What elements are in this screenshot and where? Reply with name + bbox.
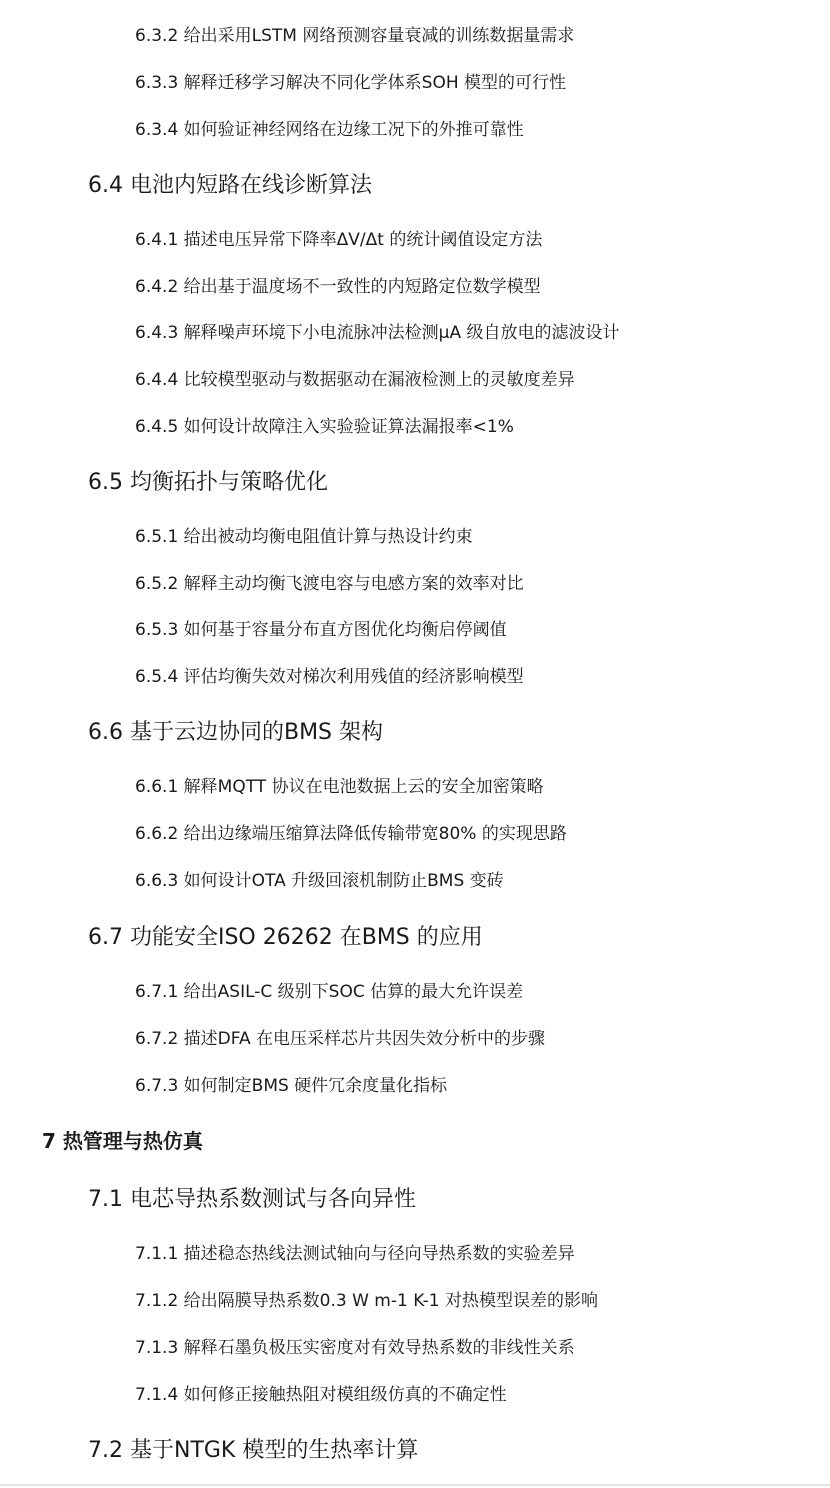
- toc-entry-6-5-4: 6.5.4 评估均衡失效对梯次利用残值的经济影响模型: [135, 667, 524, 687]
- toc-entry-6-4-5: 6.4.5 如何设计故障注入实验验证算法漏报率<1%: [135, 417, 514, 437]
- toc-entry-6-3-4: 6.3.4 如何验证神经网络在边缘工况下的外推可靠性: [135, 120, 524, 140]
- toc-entry-7-1-2: 7.1.2 给出隔膜导热系数0.3 W m-1 K-1 对热模型误差的影响: [135, 1291, 598, 1311]
- toc-entry-7-1-3: 7.1.3 解释石墨负极压实密度对有效导热系数的非线性关系: [135, 1338, 575, 1358]
- toc-entry-6-4-3: 6.4.3 解释噪声环境下小电流脉冲法检测μA 级自放电的滤波设计: [135, 323, 620, 343]
- toc-entry-6-6-3: 6.6.3 如何设计OTA 升级回滚机制防止BMS 变砖: [135, 871, 504, 891]
- toc-entry-6-3-3: 6.3.3 解释迁移学习解决不同化学体系SOH 模型的可行性: [135, 73, 567, 93]
- chapter-heading-7: 7 热管理与热仿真: [42, 1129, 203, 1153]
- toc-entry-6-5-3: 6.5.3 如何基于容量分布直方图优化均衡启停阈值: [135, 620, 507, 640]
- toc-entry-6-7-1: 6.7.1 给出ASIL-C 级别下SOC 估算的最大允许误差: [135, 982, 524, 1002]
- toc-entry-6-5-1: 6.5.1 给出被动均衡电阻值计算与热设计约束: [135, 527, 473, 547]
- toc-entry-6-4-4: 6.4.4 比较模型驱动与数据驱动在漏液检测上的灵敏度差异: [135, 370, 575, 390]
- section-heading-6-6: 6.6 基于云边协同的BMS 架构: [88, 720, 384, 745]
- section-heading-6-4: 6.4 电池内短路在线诊断算法: [88, 173, 372, 198]
- section-heading-7-2: 7.2 基于NTGK 模型的生热率计算: [88, 1438, 419, 1463]
- toc-entry-6-3-2: 6.3.2 给出采用LSTM 网络预测容量衰减的训练数据量需求: [135, 26, 575, 46]
- section-heading-6-5: 6.5 均衡拓扑与策略优化: [88, 470, 328, 495]
- toc-entry-6-4-1: 6.4.1 描述电压异常下降率ΔV/Δt 的统计阈值设定方法: [135, 230, 543, 250]
- toc-entry-6-6-2: 6.6.2 给出边缘端压缩算法降低传输带宽80% 的实现思路: [135, 824, 567, 844]
- toc-entry-6-6-1: 6.6.1 解释MQTT 协议在电池数据上云的安全加密策略: [135, 777, 544, 797]
- toc-entry-6-7-3: 6.7.3 如何制定BMS 硬件冗余度量化指标: [135, 1076, 448, 1096]
- toc-entry-7-1-4: 7.1.4 如何修正接触热阻对模组级仿真的不确定性: [135, 1385, 507, 1405]
- toc-entry-6-5-2: 6.5.2 解释主动均衡飞渡电容与电感方案的效率对比: [135, 574, 524, 594]
- section-heading-7-1: 7.1 电芯导热系数测试与各向异性: [88, 1187, 416, 1212]
- toc-entry-6-7-2: 6.7.2 描述DFA 在电压采样芯片共因失效分析中的步骤: [135, 1029, 545, 1049]
- section-heading-6-7: 6.7 功能安全ISO 26262 在BMS 的应用: [88, 925, 483, 950]
- page-bottom-divider: [0, 1484, 830, 1486]
- toc-entry-6-4-2: 6.4.2 给出基于温度场不一致性的内短路定位数学模型: [135, 277, 541, 297]
- toc-entry-7-1-1: 7.1.1 描述稳态热线法测试轴向与径向导热系数的实验差异: [135, 1244, 575, 1264]
